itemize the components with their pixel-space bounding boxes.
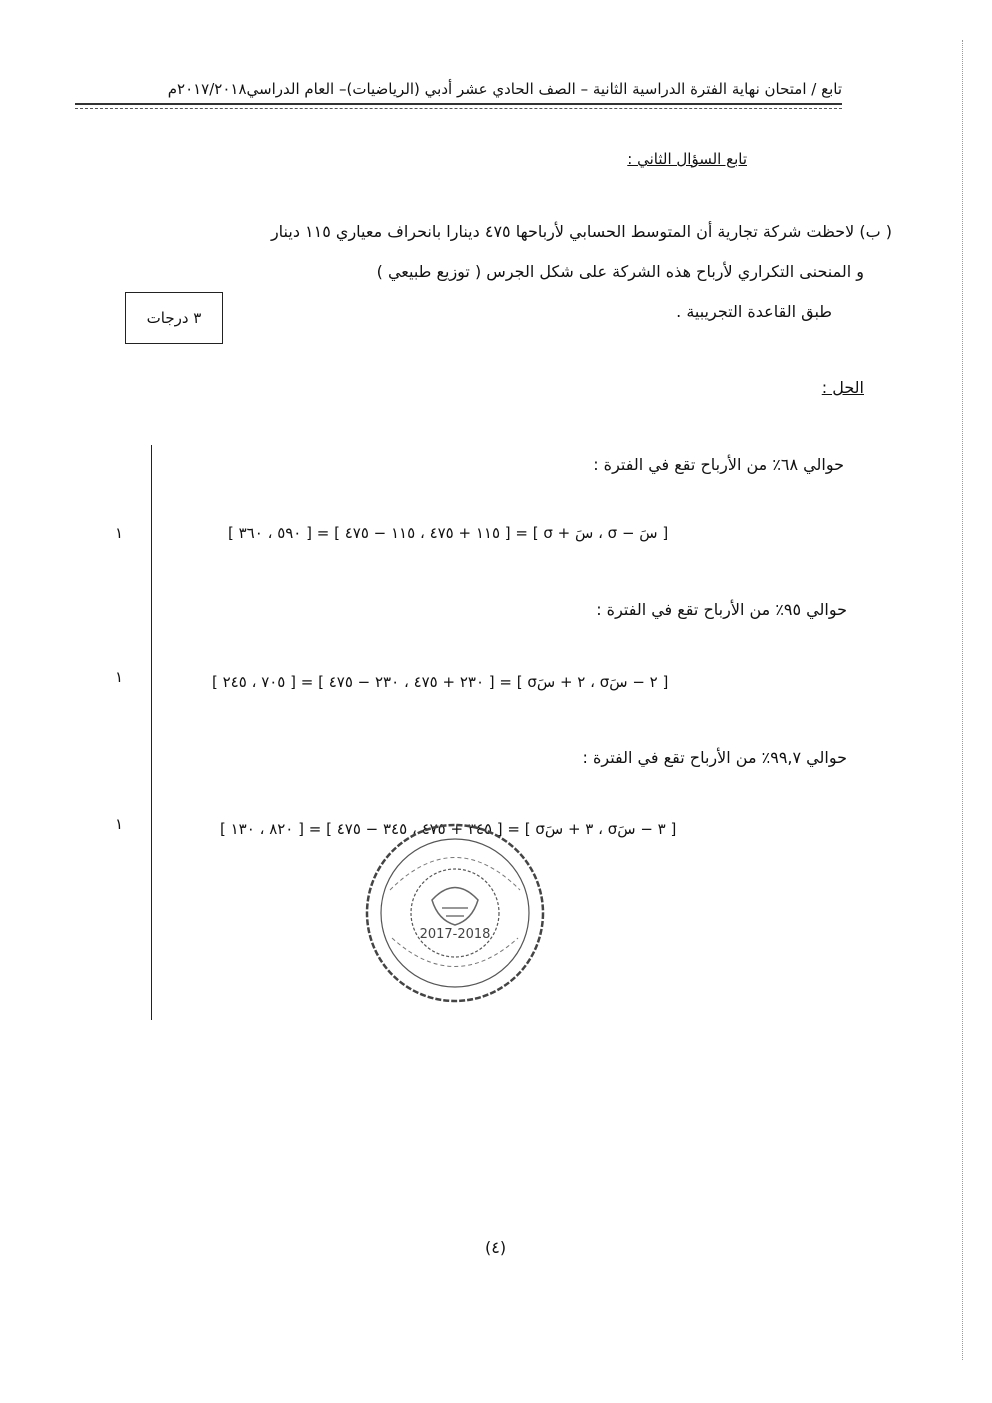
solution-label: الحل :	[821, 378, 864, 397]
official-stamp	[362, 820, 548, 1006]
marks-box	[125, 292, 223, 344]
stamp-year: 2017-2018	[419, 927, 491, 942]
page-number: (٤)	[485, 1238, 507, 1257]
header-rule	[75, 103, 842, 105]
header-rule-dashed	[75, 108, 842, 109]
step-equation-68: [ ٥٩٠ ، ٣٦٠ ] = [ ١١٥ + ٤٧٥ ، ١١٥ − ٤٧٥ ] = [ σ + سَ ، σ − سَ ]	[228, 524, 669, 542]
question-line-3: طبق القاعدة التجريبية .	[676, 302, 832, 321]
question-line-2: و المنحنى التكراري لأرباح هذه الشركة على شكل الجرس ( توزيع طبيعي )	[376, 262, 864, 281]
step-score-68: ١	[115, 524, 124, 542]
score-margin-line	[151, 445, 152, 1020]
marks-label: ٣ درجات	[146, 309, 202, 327]
step-equation-95: [ ٧٠٥ ، ٢٤٥ ] = [ ٢٣٠ + ٤٧٥ ، ٢٣٠ − ٤٧٥ ] = [ σ٢ + سَ ، σ٢ − سَ ]	[212, 673, 669, 691]
step-equation-99: [ ٨٢٠ ، ١٣٠ ] = [ ٣٤٥ + ٤٧٥ ، ٣٤٥ − ٤٧٥ ] = [ σ٣ + سَ ، σ٣ − سَ ]	[220, 820, 677, 838]
question-line-1: ( ب) لاحظت شركة تجارية أن المتوسط الحسابي لأرباحها ٤٧٥ دينارا بانحراف معياري ١١٥ دينار	[270, 222, 892, 241]
exam-header: تابع / امتحان نهاية الفترة الدراسية الثانية – الصف الحادي عشر أدبي (الرياضيات)– العام الدراسي٢٠١٧/٢٠١٨م	[167, 80, 842, 98]
step-intro-99: حوالي ٩٩,٧٪ من الأرباح تقع في الفترة :	[582, 748, 847, 767]
step-score-95: ١	[115, 668, 124, 686]
step-intro-68: حوالي ٦٨٪ من الأرباح تقع في الفترة :	[593, 455, 844, 474]
page-edge-line	[962, 40, 963, 1360]
question-title: تابع السؤال الثاني :	[627, 150, 747, 168]
step-score-99: ١	[115, 815, 124, 833]
step-intro-95: حوالي ٩٥٪ من الأرباح تقع في الفترة :	[596, 600, 847, 619]
